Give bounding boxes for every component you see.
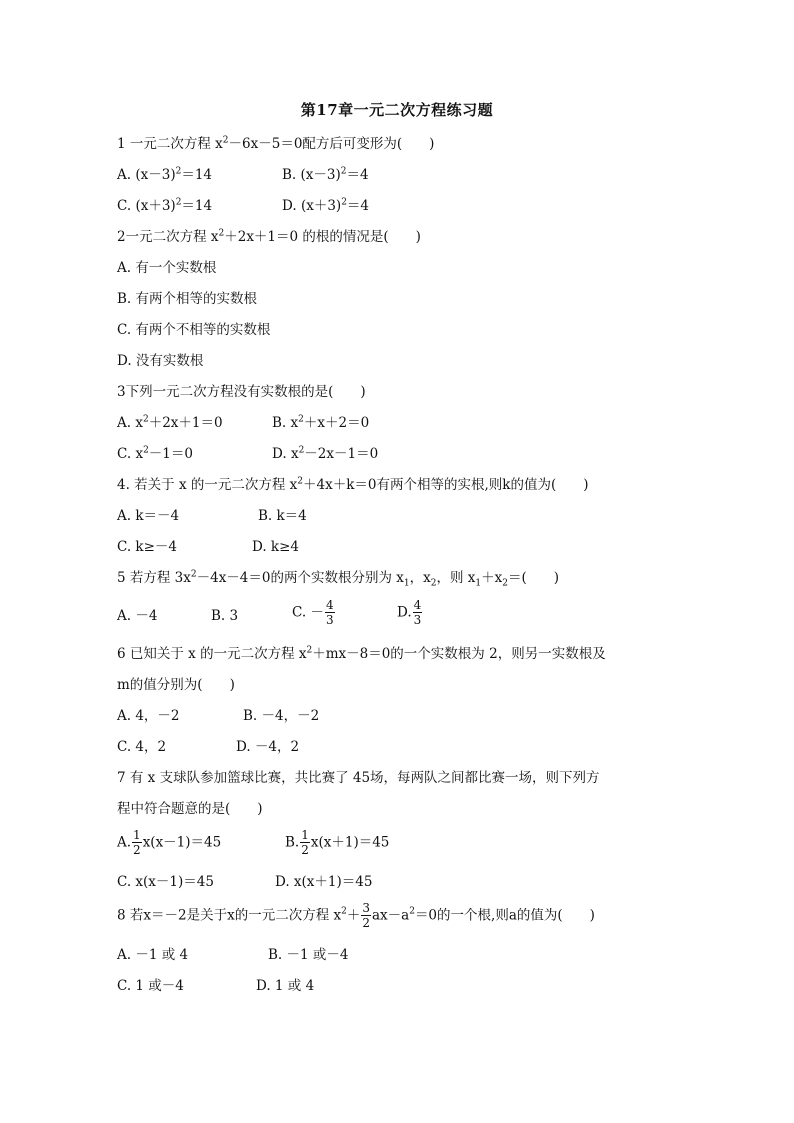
question-3-option-d: D. $x^2-2x-1=0$ <box>272 445 379 462</box>
question-8-option-b: B. －1 或－4 <box>268 947 349 963</box>
question-5-option-d: D. $\frac{4}{3}$ <box>397 598 422 627</box>
question-2-option-c: C. 有两个不相等的实数根 <box>117 322 271 338</box>
question-7-stem-line-1: 7 有 x 支球队参加篮球比赛，共比赛了 45场，每两队之间都比赛一场，则下列方 <box>117 770 600 786</box>
question-1-option-d: D. $(x+3)^2=4$ <box>282 197 370 214</box>
question-6-option-a: A. 4，－2 <box>117 708 180 724</box>
question-6-option-d: D. －4，2 <box>236 739 300 755</box>
question-8-stem: 8 若x＝－2是关于x的一元二次方程 $x^2+$ $\frac{3}{2}$ $ax-a^2=0$的一个根,则a的值为( ) <box>117 901 595 930</box>
question-2-option-d: D. 没有实数根 <box>117 353 204 369</box>
question-4-option-c: C. k≥－4 <box>117 539 178 555</box>
question-5-stem: 5 若方程 $3x^2-4x-4=0$的两个实数根分别为 $x_1$，$x_2$，则 $x_1+x_2=$( ) <box>117 569 560 589</box>
question-7-option-a: A. $\frac{1}{2}$ x(x－1)＝45 <box>117 828 222 857</box>
question-2-option-b: B. 有两个相等的实数根 <box>117 291 258 307</box>
question-5-option-c: C. － $\frac{4}{3}$ <box>292 598 334 627</box>
question-7-option-d: D. x(x＋1)＝45 <box>275 874 373 890</box>
question-6-stem-line-1: 6 已知关于 x 的一元二次方程 $x^2+mx-8=0$的一个实数根为 2，则另一实数根及 <box>117 645 606 662</box>
question-7-option-c: C. x(x－1)＝45 <box>117 874 214 890</box>
question-6-option-c: C. 4，2 <box>117 739 167 755</box>
question-3-option-a: A. $x^2+2x+1=0$ <box>117 414 223 431</box>
question-4-stem: 4. 若关于 x 的一元二次方程 $x^2+4x+k=0$有两个相等的实根,则k的值为( ) <box>117 476 589 493</box>
question-1-stem: 1 一元二次方程 $x^2-6x-5=0$配方后可变形为( ) <box>117 135 435 152</box>
question-6-option-b: B. －4，－2 <box>243 708 320 724</box>
question-4-option-b: B. k＝4 <box>258 508 307 524</box>
question-3-option-c: C. $x^2-1=0$ <box>117 445 193 462</box>
question-7-stem-line-2: 程中符合题意的是( ) <box>117 801 263 817</box>
question-1-option-c: C. $(x+3)^2=14$ <box>117 197 213 214</box>
question-3-option-b: B. $x^2+x+2=0$ <box>272 414 370 431</box>
question-2-stem: 2一元二次方程 $x^2+2x+1=0$ 的根的情况是( ) <box>117 228 421 245</box>
question-3-stem: 3下列一元二次方程没有实数根的是( ) <box>117 384 366 400</box>
question-8-option-a: A. －1 或 4 <box>117 947 189 963</box>
question-7-option-b: B. $\frac{1}{2}$ x(x＋1)＝45 <box>285 828 390 857</box>
question-4-option-a: A. k＝－4 <box>117 508 180 524</box>
question-1-option-a: A. $(x-3)^2=14$ <box>117 166 213 183</box>
question-8-option-c: C. 1 或－4 <box>117 978 184 994</box>
question-5-option-a: A. －4 <box>117 608 158 624</box>
question-5-option-b: B. 3 <box>211 608 239 624</box>
page-title: 第17章一元二次方程练习题 <box>300 101 494 119</box>
question-4-option-d: D. k≥4 <box>252 539 300 555</box>
question-8-option-d: D. 1 或 4 <box>256 978 315 994</box>
question-1-option-b: B. $(x-3)^2=4$ <box>282 166 369 183</box>
question-6-stem-line-2: m的值分别为( ) <box>117 677 235 693</box>
question-2-option-a: A. 有一个实数根 <box>117 260 217 276</box>
